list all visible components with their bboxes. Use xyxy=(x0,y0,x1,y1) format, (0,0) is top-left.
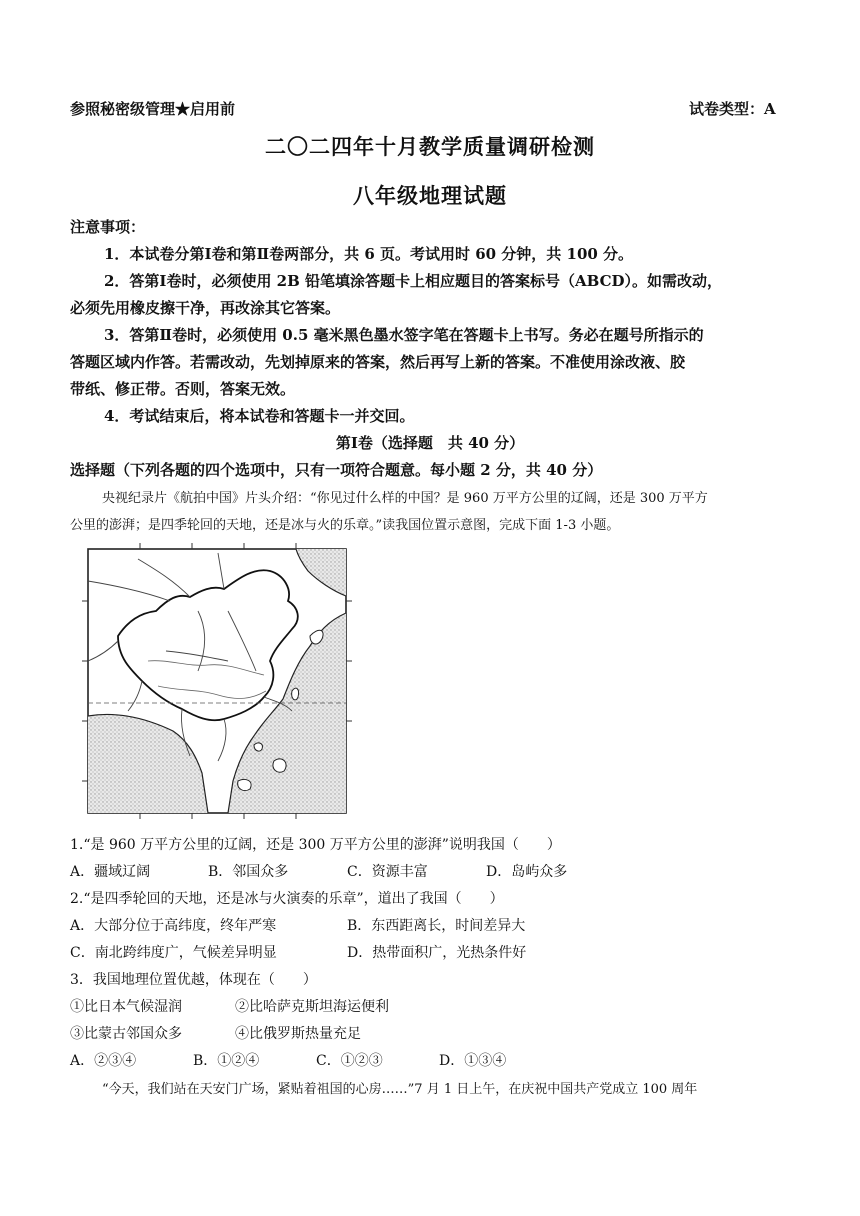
exam-subtitle: 八年级地理试题 xyxy=(353,183,507,208)
question-3-statement-1: ①比日本气候湿润 xyxy=(70,999,182,1015)
section-title: 第Ⅰ卷（选择题 共 40 分） xyxy=(335,434,525,452)
passage-1-line-1: 央视纪录片《航拍中国》片头介绍：“你见过什么样的中国？是 960 万平方公里的辽阔，还是 300 万平方 xyxy=(102,491,708,506)
question-1-option-c[interactable]: C．资源丰富 xyxy=(347,864,428,880)
question-1-option-a[interactable]: A．疆域辽阔 xyxy=(70,864,151,880)
question-1-option-b[interactable]: B．邻国众多 xyxy=(208,864,289,880)
confidentiality-label: 参照秘密级管理★启用前 xyxy=(70,100,236,118)
question-3-stem: 3．我国地理位置优越，体现在（ ） xyxy=(70,972,317,988)
exam-title: 二〇二四年十月教学质量调研检测 xyxy=(265,134,595,159)
question-3-option-c[interactable]: C．①②③ xyxy=(316,1053,383,1069)
note-2-line-1: 2．答第Ⅰ卷时，必须使用 2B 铅笔填涂答题卡上相应题目的答案标号（ABCD）。如需改动， xyxy=(104,272,723,290)
note-3-line-2: 答题区域内作答。若需改动，先划掉原来的答案，然后再写上新的答案。不准使用涂改液、胶 xyxy=(70,353,686,371)
question-2-option-d[interactable]: D．热带面积广，光热条件好 xyxy=(347,945,527,961)
question-1-option-d[interactable]: D．岛屿众多 xyxy=(486,864,568,880)
question-2-option-c[interactable]: C．南北跨纬度广，气候差异明显 xyxy=(70,945,277,961)
passage-1-line-2: 公里的澎湃；是四季轮回的天地，还是冰与火的乐章。”读我国位置示意图，完成下面 1-3 小题。 xyxy=(70,518,620,533)
question-3-statement-3: ③比蒙古邻国众多 xyxy=(70,1026,182,1042)
section-instruction: 选择题（下列各题的四个选项中，只有一项符合题意。每小题 2 分，共 40 分） xyxy=(70,461,603,479)
note-1: 1．本试卷分第Ⅰ卷和第Ⅱ卷两部分，共 6 页。考试用时 60 分钟，共 100 分。 xyxy=(104,245,634,263)
question-3-option-a[interactable]: A．②③④ xyxy=(70,1053,137,1069)
question-2-option-b[interactable]: B．东西距离长，时间差异大 xyxy=(347,918,526,934)
question-2-stem: 2.“是四季轮回的天地，还是冰与火演奏的乐章”，道出了我国（ ） xyxy=(70,891,504,907)
question-2-option-a[interactable]: A．大部分位于高纬度，终年严寒 xyxy=(70,918,277,934)
note-3-line-1: 3．答第Ⅱ卷时，必须使用 0.5 毫米黑色墨水签字笔在答题卡上书写。务必在题号所指示的 xyxy=(104,326,704,344)
note-2-line-2: 必须先用橡皮擦干净，再改涂其它答案。 xyxy=(70,299,341,317)
question-3-statement-2: ②比哈萨克斯坦海运便利 xyxy=(235,999,389,1015)
china-location-map xyxy=(78,541,354,821)
question-3-option-b[interactable]: B．①②④ xyxy=(193,1053,260,1069)
passage-2-line-1: “今天，我们站在天安门广场，紧贴着祖国的心房……”7 月 1 日上午，在庆祝中国共产党成立 100 周年 xyxy=(102,1082,698,1097)
note-3-line-3: 带纸、修正带。否则，答案无效。 xyxy=(70,380,296,398)
question-3-option-d[interactable]: D．①③④ xyxy=(439,1053,507,1069)
question-3-statement-4: ④比俄罗斯热量充足 xyxy=(235,1026,361,1042)
question-1-stem: 1.“是 960 万平方公里的辽阔，还是 300 万平方公里的澎湃”说明我国（ ） xyxy=(70,837,561,853)
paper-type-label: 试卷类型：A xyxy=(689,100,776,118)
note-4: 4．考试结束后，将本试卷和答题卡一并交回。 xyxy=(104,407,415,425)
notes-heading: 注意事项： xyxy=(70,218,146,236)
